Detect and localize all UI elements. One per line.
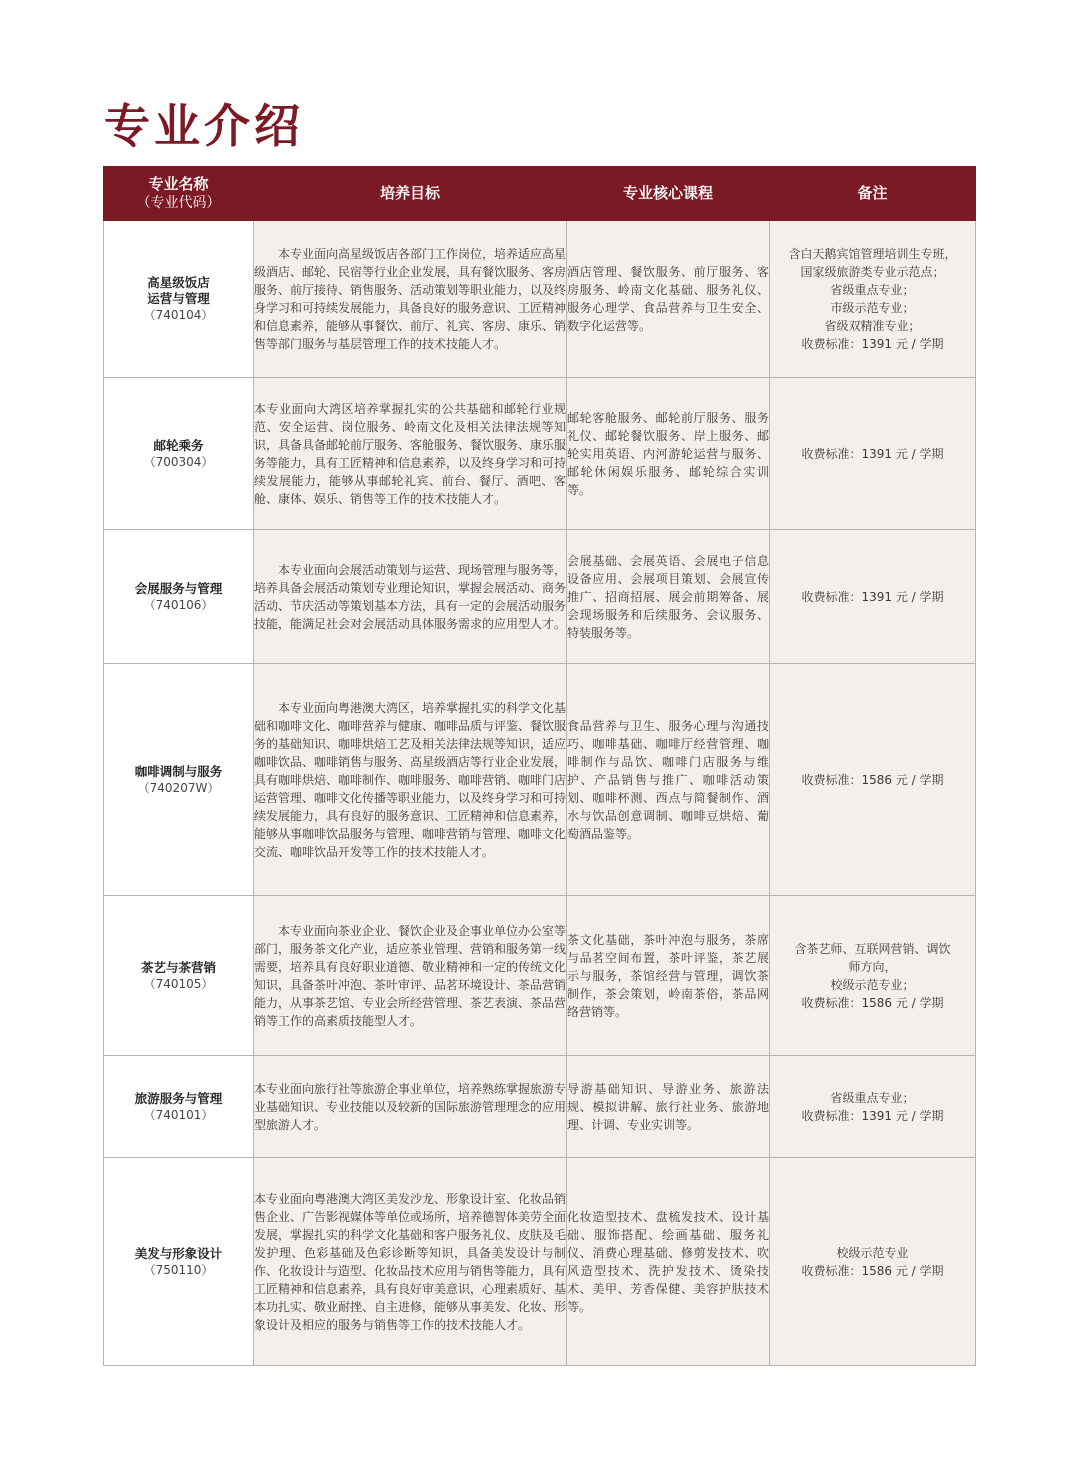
training-goal: 本专业面向旅行社等旅游企事业单位，培养熟练掌握旅游专业基础知识、专业技能以及较新的国际旅游管理理念的应用型旅游人才。 xyxy=(254,1056,567,1158)
training-goal: 本专业面向大湾区培养掌握扎实的公共基础和邮轮行业规范、安全运营、岗位服务、岭南文化及相关法律法规等知识，具备具备邮轮前厅服务、客舱服务、餐饮服务、康乐服务等能力，具有工匠精神和信息素养，以及终身学习和可持续发展能力，能够从事邮轮礼宾、前台、餐厅、酒吧、客舱、康体、娱乐、销售等工作的技术技能人才。 xyxy=(254,378,567,530)
major-code: （740106） xyxy=(143,597,214,612)
remark-line: 含白天鹅宾馆管理培训生专班， xyxy=(788,247,957,261)
major-code: （740101） xyxy=(143,1107,214,1122)
remark-line: 省级重点专业； xyxy=(830,283,915,297)
major-code: （750110） xyxy=(143,1262,214,1277)
table-row xyxy=(104,530,976,664)
training-goal: 本专业面向高星级饭店各部门工作岗位，培养适应高星级酒店、邮轮、民宿等行业企业发展，具有餐饮服务、客房服务、前厅接待、销售服务、活动策划等职业能力，以及终身学习和可持续发展能力，具备良好的服务意识、工匠精神和信息素养，能够从事餐饮、前厅、礼宾、客房、康乐、销售等部门服务与基层管理工作的技术技能人才。 xyxy=(254,221,567,378)
header-name-sub: （专业代码） xyxy=(136,194,221,211)
page-title: 专业介绍 xyxy=(104,99,304,153)
remark-line: 含茶艺师、互联网营销、调饮 xyxy=(794,941,951,956)
remarks xyxy=(770,664,976,896)
major-name-cell xyxy=(104,530,254,664)
remarks xyxy=(770,896,976,1056)
remark-line: 国家级旅游类专业示范点； xyxy=(800,265,945,279)
remark-line: 收费标准：1586 元 / 学期 xyxy=(801,1263,944,1278)
header-name xyxy=(104,167,254,221)
remark-line: 市级示范专业； xyxy=(830,301,915,315)
core-courses: 会展基础、会展英语、会展电子信息设备应用、会展项目策划、会展宣传推广、招商招展、展会前期筹备、展会现场服务和后续服务、会议服务、特装服务等。 xyxy=(567,530,770,664)
remark-line: 师方向， xyxy=(848,959,897,974)
core-courses: 邮轮客舱服务、邮轮前厅服务、服务礼仪、邮轮餐饮服务、岸上服务、邮轮实用英语、内河游轮运营与服务、邮轮休闲娱乐服务、邮轮综合实训等。 xyxy=(567,378,770,530)
table-row xyxy=(104,1056,976,1158)
training-goal: 本专业面向粤港澳大湾区美发沙龙、形象设计室、化妆品销售企业、广告影视媒体等单位或场所，培养德智体美劳全面发展，掌握扎实的科学文化基础和客户服务礼仪、皮肤及毛发护理、色彩基础及色彩诊断等知识，具备美发设计与制作、化妆设计与造型、化妆品技术应用与销售等能力，具有工匠精神和信息素养，具有良好审美意识，心理素质好、基本功扎实、敬业耐挫、自主进修，能够从事美发、化妆、形象设计及相应的服务与销售等工作的技术技能人才。 xyxy=(254,1158,567,1366)
major-code: （700304） xyxy=(143,454,214,469)
core-courses: 酒店管理、餐饮服务、前厅服务、客房服务、岭南文化基础、服务礼仪、服务心理学、食品营养与卫生安全、数字化运营等。 xyxy=(567,221,770,378)
remark-line: 收费标准：1391 元 / 学期 xyxy=(801,337,944,351)
major-name-cell xyxy=(104,221,254,378)
remark-line: 校级示范专业； xyxy=(830,977,915,992)
major-code: （740207W） xyxy=(137,780,220,795)
remarks xyxy=(770,1158,976,1366)
remarks xyxy=(770,221,976,378)
table-row xyxy=(104,221,976,378)
table-row xyxy=(104,896,976,1056)
training-goal: 本专业面向茶业企业、餐饮企业及企事业单位办公室等部门，服务茶文化产业，适应茶业管理、营销和服务第一线需要，培养具有良好职业道德、敬业精神和一定的传统文化知识，具备茶叶冲泡、茶叶审评、品茗环境设计、茶品营销能力，从事茶艺馆、专业会所经营管理、茶艺表演、茶品营销等工作的高素质技能型人才。 xyxy=(254,896,567,1056)
header-name-label: 专业名称 xyxy=(148,174,209,193)
remark-line: 省级重点专业； xyxy=(830,1090,915,1105)
remark-line: 收费标准：1391 元 / 学期 xyxy=(801,589,944,604)
major-code: （740104） xyxy=(143,308,214,322)
major-code: （740105） xyxy=(143,976,214,991)
training-goal: 本专业面向会展活动策划与运营、现场管理与服务等，培养具备会展活动策划专业理论知识，掌握会展活动、商务活动、节庆活动等策划基本方法，具有一定的会展活动服务技能，能满足社会对会展活动具体服务需求的应用型人才。 xyxy=(254,530,567,664)
major-name: 邮轮乘务 xyxy=(153,437,204,453)
table-row xyxy=(104,1158,976,1366)
table-row xyxy=(104,664,976,896)
training-goal: 本专业面向粤港澳大湾区，培养掌握扎实的科学文化基础和咖啡文化、咖啡营养与健康、咖啡品质与评鉴、餐饮服务的基础知识、咖啡烘焙工艺及相关法律法规等知识，适应咖啡饮品、咖啡销售与服务、高星级酒店等行业企业发展，具有咖啡烘焙、咖啡制作、咖啡服务、咖啡营销、咖啡门店运营管理、咖啡文化传播等职业能力，以及终身学习和可持续发展能力，具有良好的服务意识、工匠精神和信息素养，能够从事咖啡饮品服务与管理、咖啡营销与管理、咖啡文化交流、咖啡饮品开发等工作的技术技能人才。 xyxy=(254,664,567,896)
major-name: 茶艺与茶营销 xyxy=(140,959,216,975)
remark-line: 收费标准：1391 元 / 学期 xyxy=(801,1108,944,1123)
header-goal: 培养目标 xyxy=(254,167,567,221)
major-name: 美发与形象设计 xyxy=(134,1245,223,1261)
remark-line: 收费标准：1586 元 / 学期 xyxy=(801,772,944,787)
major-name: 高星级饭店运营与管理 xyxy=(147,275,210,306)
major-name-cell xyxy=(104,1158,254,1366)
header-course: 专业核心课程 xyxy=(567,167,770,221)
major-name: 咖啡调制与服务 xyxy=(134,763,223,779)
majors-table xyxy=(103,166,976,1366)
table-header-row xyxy=(104,167,976,221)
remark-line: 收费标准：1391 元 / 学期 xyxy=(801,446,944,461)
core-courses: 化妆造型技术、盘梳发技术、设计基础、服饰搭配、绘画基础、服务礼仪、消费心理基础、修剪发技术、吹风造型技术、洗护发技术、烫染技术、美甲、芳香保健、美容护肤技术等。 xyxy=(567,1158,770,1366)
major-name-cell xyxy=(104,1056,254,1158)
remark-line: 收费标准：1586 元 / 学期 xyxy=(801,995,944,1010)
core-courses: 茶文化基础，茶叶冲泡与服务，茶席与品茗空间布置，茶叶评鉴，茶艺展示与服务，茶馆经营与管理，调饮茶制作，茶会策划，岭南茶俗，茶品网络营销等。 xyxy=(567,896,770,1056)
core-courses: 导游基础知识、导游业务、旅游法规、模拟讲解、旅行社业务、旅游地理、计调、专业实训等。 xyxy=(567,1056,770,1158)
major-name-cell xyxy=(104,378,254,530)
major-name-cell xyxy=(104,664,254,896)
header-note: 备注 xyxy=(770,167,976,221)
major-name-cell xyxy=(104,896,254,1056)
remark-line: 校级示范专业 xyxy=(836,1245,909,1260)
remarks xyxy=(770,530,976,664)
remarks xyxy=(770,378,976,530)
major-name: 旅游服务与管理 xyxy=(134,1090,223,1106)
remarks xyxy=(770,1056,976,1158)
table-row xyxy=(104,378,976,530)
core-courses: 食品营养与卫生、服务心理与沟通技巧、咖啡基础、咖啡厅经营管理、咖啡制作与品饮、咖啡门店服务与维护、产品销售与推广、咖啡活动策划、咖啡杯测、西点与简餐制作、酒水与饮品创意调制、咖啡豆烘焙、葡萄酒品鉴等。 xyxy=(567,664,770,896)
major-name: 会展服务与管理 xyxy=(134,580,223,596)
remark-line: 省级双精准专业； xyxy=(824,319,921,333)
